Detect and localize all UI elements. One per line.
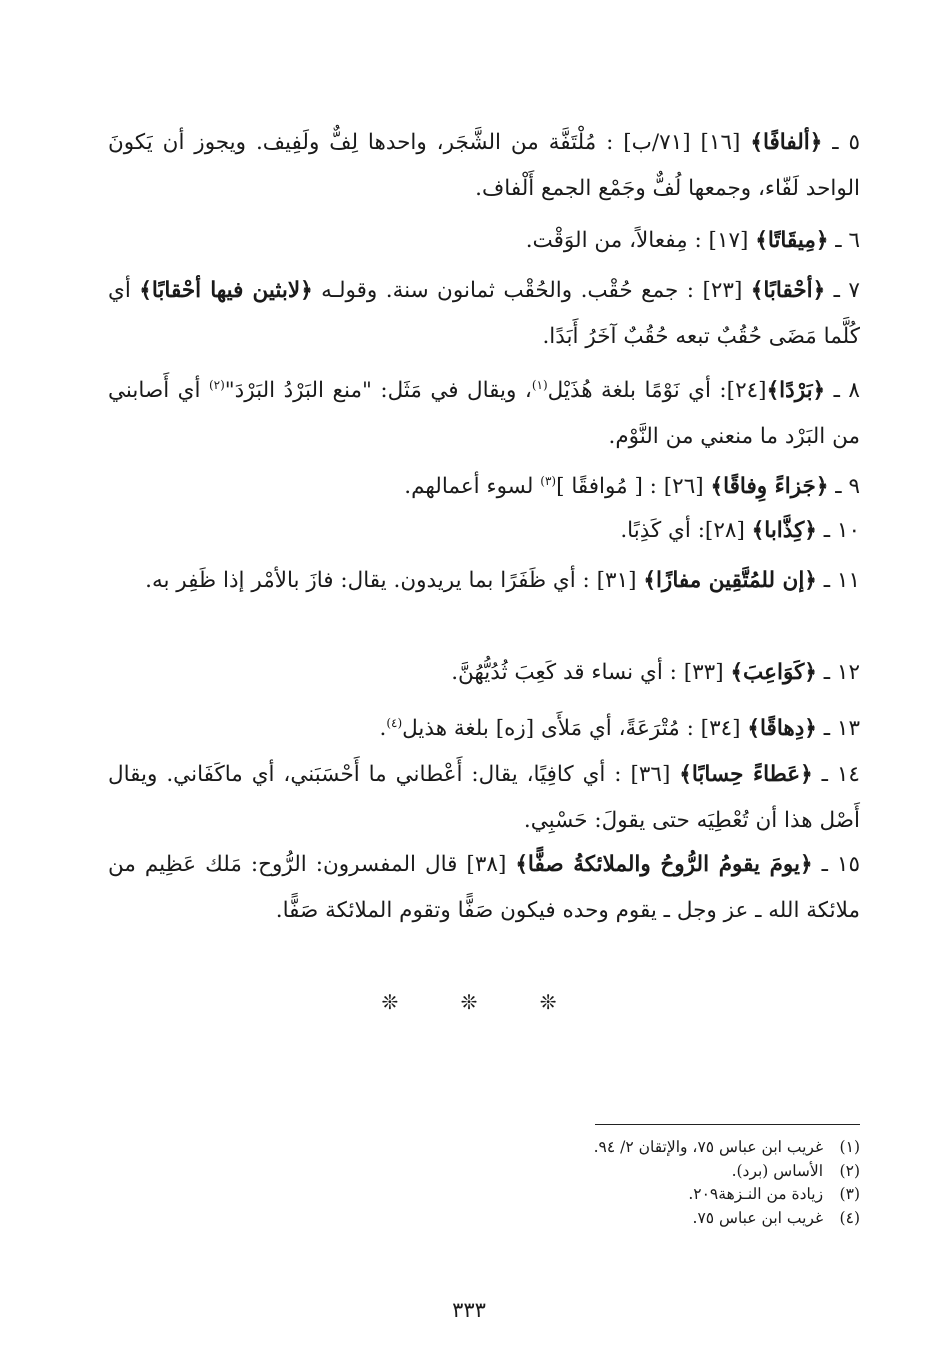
quran-phrase: ﴿كِذَّابا﴾ xyxy=(751,518,817,543)
footnote-2 xyxy=(260,1160,860,1184)
entry-text: [٢٤]: أي نَوْمًا بلغة هُذَيْل xyxy=(547,378,767,404)
quran-phrase: ﴿إن للمُتَّقِين مفازًا﴾ xyxy=(643,568,817,593)
entry-text-2: أي كُلَّما مَضَى حُقُبٌ تبعه حُقُبٌ آخَرُ أَبَدًا. xyxy=(108,278,860,349)
quran-phrase: ﴿دِهاقًا﴾ xyxy=(747,716,817,742)
entry-text-b: . xyxy=(379,716,387,742)
entry-number: ٥ ـ xyxy=(832,130,860,155)
entry-number: ١١ ـ xyxy=(823,568,860,593)
entry-7 xyxy=(108,268,860,360)
section-separator xyxy=(0,990,938,1014)
page-number: ٣٣٣ xyxy=(452,1298,486,1322)
footnote-number: (٤) xyxy=(839,1208,860,1227)
entry-text: [٣٤] : مُتْرَعَةً، أي مَلأَى [زه] بلغة هذيل xyxy=(402,716,748,742)
entry-number: ١٠ ـ xyxy=(823,518,860,543)
quran-phrase: ﴿مِيقَاتًا﴾ xyxy=(755,228,829,253)
entry-text: [٣٨] قال المفسرون: الرُّوح: مَلك عَظِيم من ملائكة الله ـ عز وجل ـ يقوم وحده فيكون صَفًّا وتقوم الملائكة صَفًّا. xyxy=(108,852,860,923)
entry-5 xyxy=(108,120,860,212)
footnote-1 xyxy=(260,1136,860,1160)
footnote-text: غريب ابن عباس ٧٥. xyxy=(692,1208,824,1227)
quran-phrase: ﴿بَرْدًا﴾ xyxy=(766,378,826,404)
footnote-number: (٢) xyxy=(839,1161,860,1180)
footnote-number: (١) xyxy=(839,1138,860,1156)
entry-number: ٨ ـ xyxy=(833,378,860,404)
entry-12 xyxy=(108,650,860,696)
star-ornament-icon: ❊ xyxy=(381,990,399,1014)
entry-text: [٣٣] : أي نساء قد كَعِبَ ثُدُيُّهُنَّ. xyxy=(451,660,731,685)
footnote-ref: (٣) xyxy=(540,474,557,488)
entry-text-c: أي أَصابني من البَرْد ما منعني من النَّوْم. xyxy=(108,378,860,450)
entry-text: [٣٦] : أي كافِيًا، يقال: أَعْطاني ما أَحْسَبَني، أي ماكَفَاني. ويقال أَصْل هذا أن تُعْطِيَه حتى يقولَ: حَسْبِي. xyxy=(108,762,860,833)
entry-11 xyxy=(108,558,860,604)
quran-phrase-2: ﴿لابثين فيها أحْقابًا﴾ xyxy=(139,278,313,303)
entry-15 xyxy=(108,842,860,934)
entry-text: [١٦] [٧١/ب] : مُلْتَفَّة من الشَّجَر، واحدها لِفٌّ ولَفِيف. ويجوز أن يَكونَ الواحد لَفّاء، وجمعها لُفٌّ وجَمْع الجمع أَلْفاف. xyxy=(108,130,860,201)
entry-number: ١٣ ـ xyxy=(823,716,860,742)
entry-number: ٧ ـ xyxy=(833,278,860,303)
quran-phrase: ﴿أحْقابًا﴾ xyxy=(750,278,826,303)
star-ornament-icon: ❊ xyxy=(460,990,478,1014)
entry-number: ٩ ـ xyxy=(835,474,860,500)
entry-text: [٢٦] : [ مُوافقًا ] xyxy=(556,474,711,500)
entry-text-b: لسوء أعمالهم. xyxy=(404,474,541,500)
entry-9 xyxy=(108,458,860,510)
entry-text: [٣١] : أي ظَفَرًا بما يريدون. يقال: فازَ بالأمْر إذا ظَفِر به. xyxy=(145,568,644,593)
entry-text: [١٧] : مِفعالاً، من الوَقْت. xyxy=(525,228,756,253)
entry-14 xyxy=(108,752,860,844)
footnote-text: غريب ابن عباس ٧٥، والإتقان ٢/ ٩٤. xyxy=(593,1138,824,1156)
footnote-3 xyxy=(260,1183,860,1207)
footnote-ref: (٤) xyxy=(386,716,403,730)
entry-number: ٦ ـ xyxy=(835,228,860,253)
quran-phrase: ﴿جَزاءً وِفاقًا﴾ xyxy=(710,474,829,500)
footnote-4 xyxy=(260,1207,860,1231)
entry-text-b: ، ويقال في مَثَل: "منع البَرْدُ البَرْدَ" xyxy=(224,378,532,404)
quran-phrase: ﴿كَوَاعِبَ﴾ xyxy=(730,660,817,685)
entry-number: ١٢ ـ xyxy=(823,660,860,685)
quran-phrase: ﴿يومَ يقومُ الرُّوحُ والملائكةُ صفًّا﴾ xyxy=(515,852,813,877)
entry-number: ١٤ ـ xyxy=(821,762,860,787)
footnote-number: (٣) xyxy=(839,1185,860,1203)
footnote-text: زيادة من النـزهة٢٠٩. xyxy=(688,1185,824,1203)
quran-phrase: ﴿عَطاءً حِسابًا﴾ xyxy=(679,762,813,787)
entry-13 xyxy=(108,700,860,752)
entry-text: [٢٣] : جمع حُقْب. والحُقْب ثمانون سنة. وقولـه xyxy=(312,278,751,303)
entry-6 xyxy=(108,218,860,264)
star-ornament-icon: ❊ xyxy=(539,990,557,1014)
footnote-divider xyxy=(595,1124,860,1125)
entry-text: [٢٨]: أي كَذِبًا. xyxy=(620,518,752,543)
footnote-ref: (١) xyxy=(531,378,548,392)
entry-number: ١٥ ـ xyxy=(821,852,860,877)
footnote-text: الأساس (برد). xyxy=(731,1161,824,1180)
footnotes xyxy=(260,1136,860,1230)
footnote-ref: (٢) xyxy=(208,378,225,392)
quran-phrase: ﴿ألفافًا﴾ xyxy=(750,130,823,155)
entry-10 xyxy=(108,508,860,554)
entry-8 xyxy=(108,362,860,460)
